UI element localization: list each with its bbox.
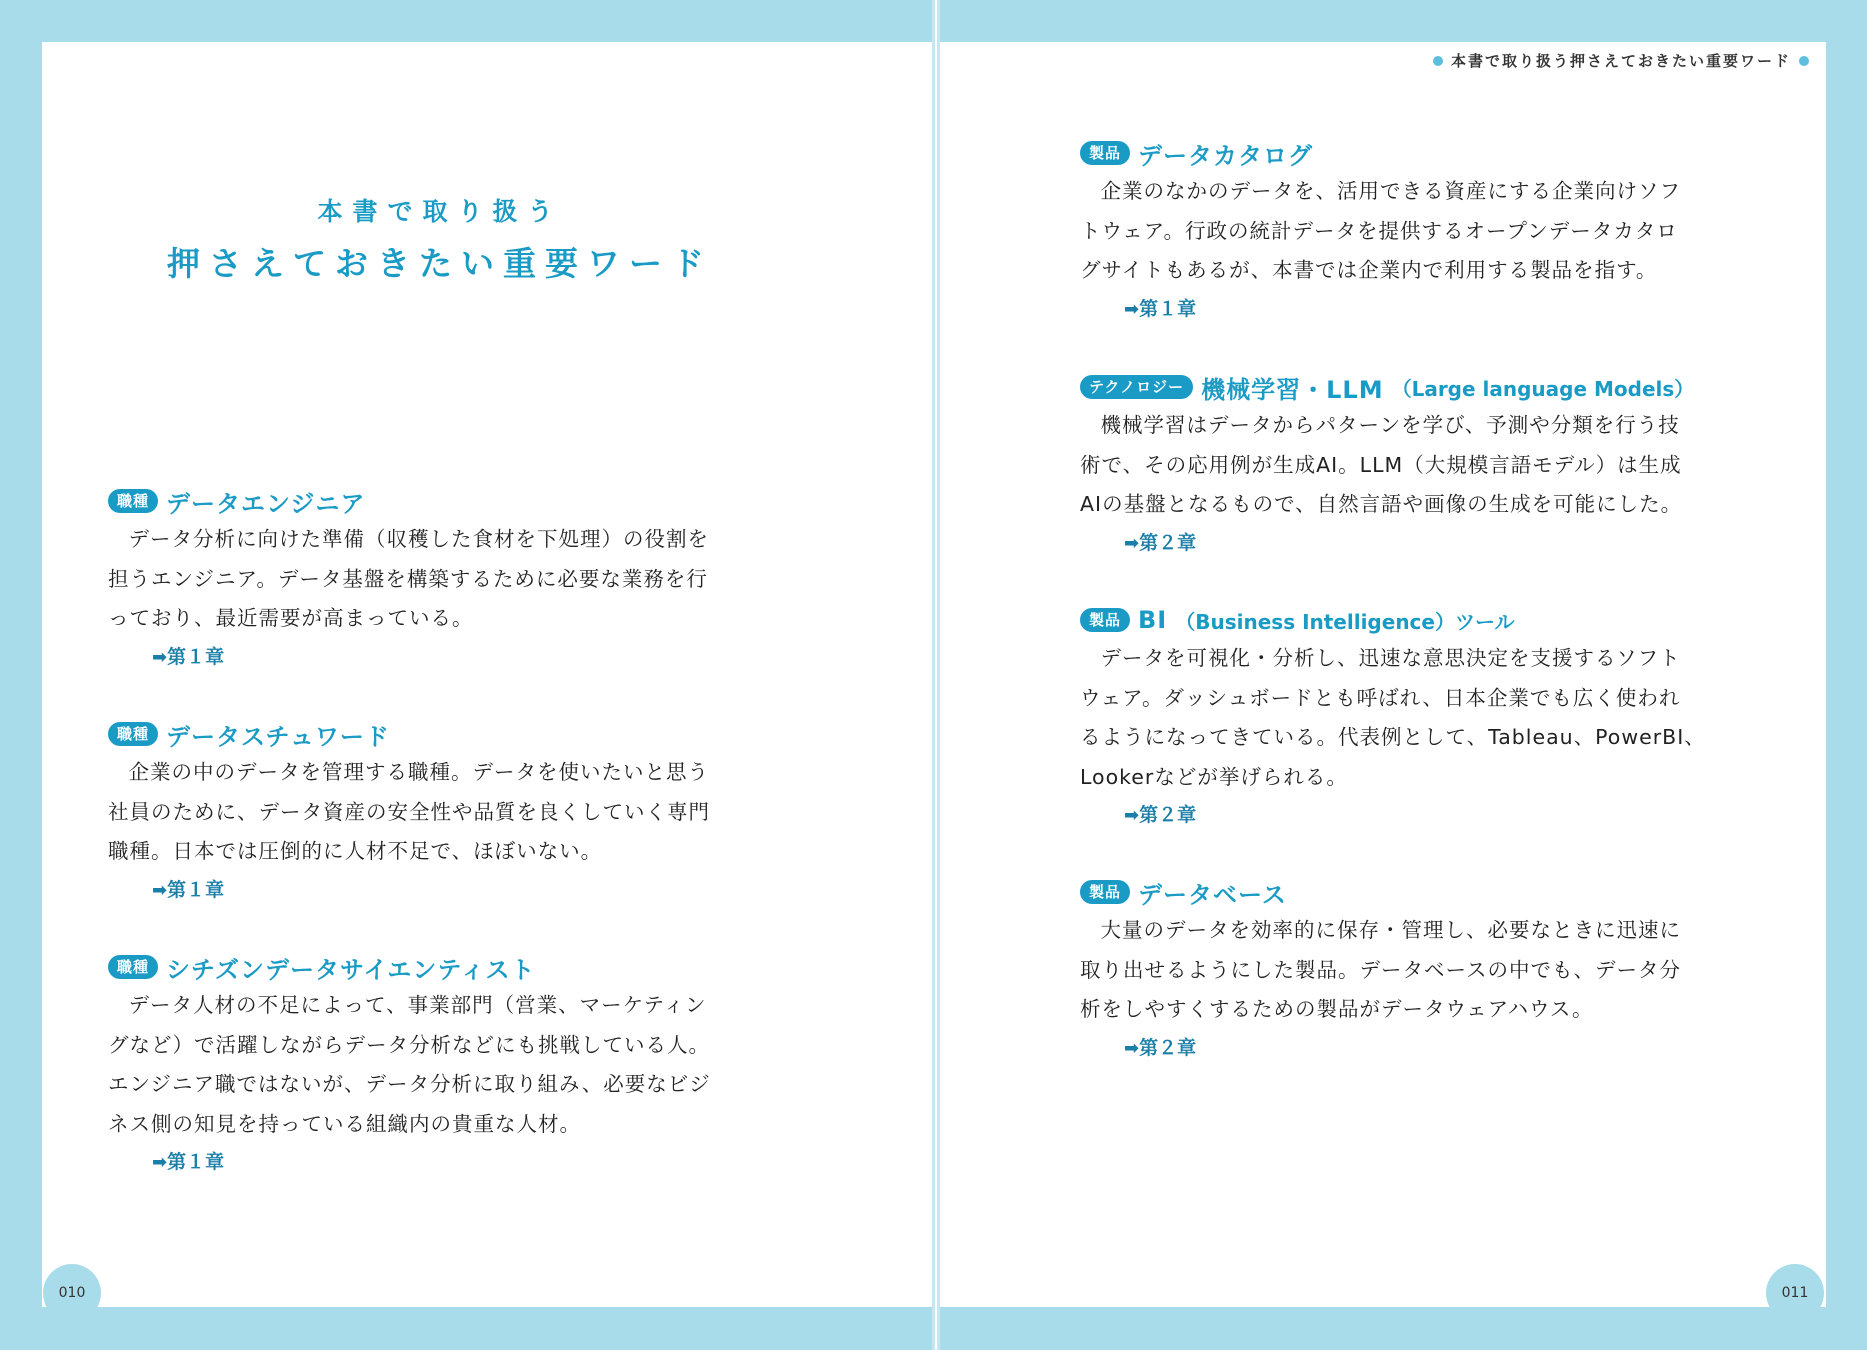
glossary-entry bbox=[1080, 603, 1800, 834]
page-number-right: 011 bbox=[1766, 1264, 1824, 1322]
glossary-entry bbox=[108, 950, 808, 1181]
term-subtitle: （Large language Models） bbox=[1391, 376, 1695, 401]
description-line: ネス側の知見を持っている組織内の貴重な人材。 bbox=[108, 1111, 581, 1136]
chapter-label: 第２章 bbox=[1139, 531, 1197, 554]
arrow-right-icon: ➡ bbox=[152, 879, 168, 901]
term-description bbox=[108, 986, 808, 1144]
spine-divider bbox=[935, 0, 937, 1350]
description-line: ウェア。ダッシュボードとも呼ばれ、日本企業でも広く使われ bbox=[1080, 685, 1681, 710]
chapter-label: 第２章 bbox=[1139, 1036, 1197, 1059]
running-header bbox=[1433, 50, 1809, 71]
term-title: シチズンデータサイエンティスト bbox=[166, 955, 536, 984]
description-line: 析をしやすくするための製品がデータウェアハウス。 bbox=[1080, 997, 1594, 1021]
description-line: 取り出せるようにした製品。データベースの中でも、データ分 bbox=[1080, 957, 1681, 982]
description-line: っており、最近需要が高まっている。 bbox=[108, 606, 474, 630]
chapter-reference bbox=[108, 872, 808, 909]
glossary-entry bbox=[1080, 370, 1800, 562]
term-title: データベース bbox=[1138, 880, 1287, 909]
category-tag: 製品 bbox=[1080, 608, 1130, 632]
description-line: トウェア。行政の統計データを提供するオープンデータカタロ bbox=[1080, 218, 1678, 243]
category-tag: 製品 bbox=[1080, 141, 1130, 165]
term-subtitle: （Business Intelligence）ツール bbox=[1175, 609, 1515, 634]
arrow-right-icon: ➡ bbox=[1124, 805, 1140, 826]
chapter-label: 第１章 bbox=[167, 878, 225, 901]
title-line-1: 本書で取り扱う bbox=[317, 197, 563, 226]
description-line: るようになってきている。代表例として、Tableau、PowerBI、 bbox=[1080, 725, 1706, 749]
chapter-reference bbox=[1080, 291, 1800, 328]
description-line: 企業の中のデータを管理する職種。データを使いたいと思う bbox=[128, 760, 709, 784]
description-line: 術で、その応用例が生成AI。LLM（大規模言語モデル）は生成 bbox=[1080, 452, 1682, 477]
term-description bbox=[1080, 172, 1800, 291]
chapter-reference bbox=[1080, 1030, 1800, 1067]
term-description bbox=[1080, 911, 1800, 1030]
term-title: データエンジニア bbox=[166, 489, 366, 518]
bullet-dot-icon bbox=[1799, 56, 1809, 66]
glossary-entry bbox=[108, 717, 808, 909]
category-tag: テクノロジー bbox=[1080, 375, 1193, 399]
term-title: データカタログ bbox=[1138, 141, 1314, 170]
description-line: 機械学習はデータからパターンを学び、予測や分類を行う技 bbox=[1100, 413, 1680, 437]
description-line: データを可視化・分析し、迅速な意思決定を支援するソフト bbox=[1100, 646, 1681, 670]
description-line: データ分析に向けた準備（収穫した食材を下処理）の役割を bbox=[128, 527, 709, 551]
bullet-dot-icon bbox=[1433, 56, 1443, 66]
page-number-left: 010 bbox=[43, 1264, 101, 1322]
term-description bbox=[108, 520, 808, 639]
glossary-entry bbox=[1080, 875, 1800, 1067]
category-tag: 製品 bbox=[1080, 880, 1130, 904]
chapter-reference bbox=[1080, 525, 1800, 562]
term-description bbox=[108, 753, 808, 872]
arrow-right-icon: ➡ bbox=[1124, 532, 1140, 554]
description-line: 職種。日本では圧倒的に人材不足で、ほぼいない。 bbox=[108, 839, 603, 863]
term-description bbox=[1080, 406, 1800, 525]
chapter-label: 第１章 bbox=[167, 645, 225, 668]
chapter-reference bbox=[108, 1144, 808, 1181]
category-tag: 職種 bbox=[108, 955, 158, 979]
term-description bbox=[1080, 639, 1800, 797]
arrow-right-icon: ➡ bbox=[1124, 298, 1140, 320]
description-line: データ人材の不足によって、事業部門（営業、マーケティン bbox=[128, 993, 707, 1017]
chapter-label: 第１章 bbox=[167, 1151, 225, 1173]
description-line: グなど）で活躍しながらデータ分析などにも挑戦している人。 bbox=[108, 1032, 710, 1057]
description-line: 社員のために、データ資産の安全性や品質を良くしていく専門 bbox=[108, 799, 710, 824]
term-title: BI bbox=[1138, 606, 1168, 634]
category-tag: 職種 bbox=[108, 722, 158, 746]
chapter-reference bbox=[1080, 797, 1800, 834]
arrow-right-icon: ➡ bbox=[152, 646, 168, 668]
description-line: Lookerなどが挙げられる。 bbox=[1080, 764, 1348, 789]
description-line: AIの基盤となるもので、自然言語や画像の生成を可能にした。 bbox=[1080, 492, 1683, 516]
arrow-right-icon: ➡ bbox=[1124, 1037, 1140, 1059]
title-line-2: 押さえておきたい重要ワード bbox=[167, 244, 713, 283]
running-header-text: 本書で取り扱う押さえておきたい重要ワード bbox=[1450, 52, 1791, 70]
chapter-label: 第２章 bbox=[1139, 804, 1197, 826]
description-line: エンジニア職ではないが、データ分析に取り組み、必要なビジ bbox=[108, 1072, 711, 1096]
glossary-entry bbox=[1080, 136, 1800, 328]
glossary-entry bbox=[108, 484, 808, 676]
description-line: 企業のなかのデータを、活用できる資産にする企業向けソフ bbox=[1100, 179, 1681, 203]
description-line: グサイトもあるが、本書では企業内で利用する製品を指す。 bbox=[1080, 258, 1658, 282]
description-line: 担うエンジニア。データ基盤を構築するために必要な業務を行 bbox=[108, 566, 708, 591]
chapter-label: 第１章 bbox=[1139, 297, 1197, 320]
arrow-right-icon: ➡ bbox=[152, 1152, 168, 1173]
page-title bbox=[160, 192, 720, 285]
chapter-reference bbox=[108, 639, 808, 676]
term-title: 機械学習・LLM bbox=[1201, 375, 1384, 404]
term-title: データスチュワード bbox=[166, 722, 390, 751]
description-line: 大量のデータを効率的に保存・管理し、必要なときに迅速に bbox=[1100, 918, 1681, 942]
category-tag: 職種 bbox=[108, 489, 158, 513]
